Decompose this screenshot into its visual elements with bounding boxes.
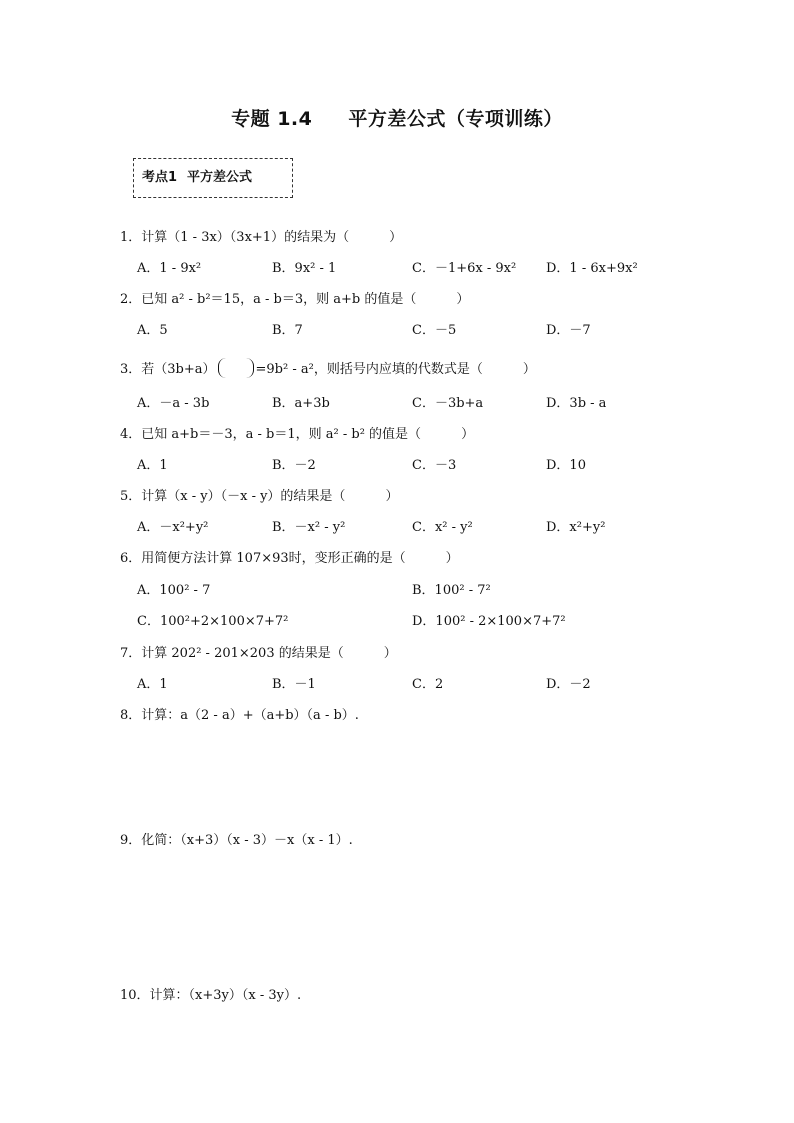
title-topic-number: 专题 1.4 (231, 108, 313, 130)
q1-option-c: C．－1+6x - 9x² (412, 261, 517, 276)
question-1-close: ） (389, 230, 403, 245)
q1-option-d: D．1 - 6x+9x² (546, 261, 638, 276)
question-7 (120, 646, 397, 662)
section-label: 考点1 (142, 170, 178, 185)
q7-option-a: A．1 (137, 677, 168, 692)
question-8: 8．计算：a（2 - a）+（a+b）（a - b）. (120, 708, 359, 723)
question-6-close: ） (445, 551, 459, 566)
question-3-close: ） (522, 362, 536, 377)
question-6-stem: 6．用简便方法计算 107×93时，变形正确的是（ (120, 551, 406, 566)
q6-option-d: D．100² - 2×100×7+7² (412, 614, 566, 629)
q4-option-d: D．10 (546, 458, 586, 473)
question-5-stem: 5．计算（x - y）（－x - y）的结果是（ (120, 489, 346, 504)
title-topic-name: 平方差公式（专项训练） (348, 108, 563, 130)
question-1 (120, 230, 402, 246)
question-2-close: ） (456, 292, 470, 307)
q6-option-c: C．100²+2×100×7+7² (137, 614, 289, 629)
q6-option-a: A．100² - 7 (137, 583, 211, 598)
q3-option-b: B．a+3b (272, 396, 330, 411)
q4-option-b: B．－2 (272, 458, 316, 473)
question-7-stem: 7．计算 202² - 201×203 的结果是（ (120, 646, 344, 661)
q6-option-b: B．100² - 7² (412, 583, 491, 598)
q5-option-c: C．x² - y² (412, 520, 473, 535)
question-6 (120, 551, 459, 567)
q7-option-d: D．－2 (546, 677, 591, 692)
q2-option-c: C．－5 (412, 323, 457, 338)
question-3 (120, 358, 536, 378)
question-4-close: ） (461, 427, 475, 442)
question-3-stem-a: 3．若（3b+a） (120, 362, 216, 377)
question-5 (120, 489, 398, 505)
question-5-close: ） (385, 489, 399, 504)
section-name: 平方差公式 (187, 170, 253, 185)
q5-option-b: B．－x² - y² (272, 520, 346, 535)
q3-option-a: A．－a - 3b (137, 396, 210, 411)
question-1-stem: 1．计算（1 - 3x）（3x+1）的结果为（ (120, 230, 350, 245)
q4-option-c: C．－3 (412, 458, 457, 473)
page-title (0, 104, 794, 131)
question-9: 9．化简：（x+3）（x - 3）－x（x - 1）. (120, 833, 353, 848)
question-4 (120, 427, 474, 443)
blank-parentheses (218, 358, 254, 378)
question-2 (120, 292, 469, 308)
question-7-close: ） (383, 646, 397, 661)
q7-option-c: C．2 (412, 677, 444, 692)
q5-option-d: D．x²+y² (546, 520, 606, 535)
question-4-stem: 4．已知 a+b＝－3，a - b＝1，则 a² - b² 的值是（ (120, 427, 422, 442)
question-10: 10．计算：（x+3y）（x - 3y）. (120, 988, 302, 1003)
q2-option-b: B．7 (272, 323, 303, 338)
q1-option-a: A．1 - 9x² (137, 261, 202, 276)
section-box (133, 158, 293, 198)
question-2-stem: 2．已知 a² - b²＝15，a - b＝3，则 a+b 的值是（ (120, 292, 417, 307)
q3-option-c: C．－3b+a (412, 396, 484, 411)
q3-option-d: D．3b - a (546, 396, 607, 411)
q2-option-d: D．－7 (546, 323, 591, 338)
q2-option-a: A．5 (137, 323, 168, 338)
question-3-stem-b: =9b² - a²，则括号内应填的代数式是（ (255, 362, 483, 377)
q5-option-a: A．－x²+y² (137, 520, 209, 535)
q1-option-b: B．9x² - 1 (272, 261, 337, 276)
q7-option-b: B．－1 (272, 677, 316, 692)
q4-option-a: A．1 (137, 458, 168, 473)
